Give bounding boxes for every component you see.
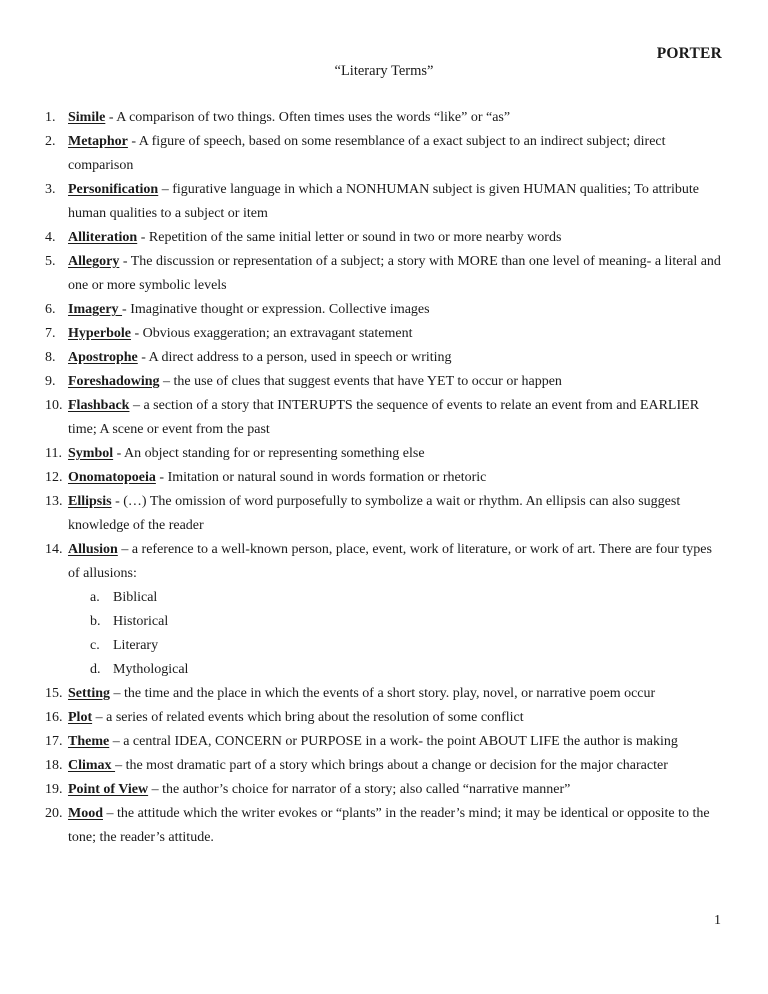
term-definition: (…) The omission of word purposefully to symbolize a wait or rhythm. An ellipsis can also suggest knowledge of the reader [68, 494, 681, 533]
term-definition: a series of related events which bring about the resolution of some conflict [106, 710, 524, 725]
allusion-types-list [68, 586, 722, 682]
term-item-plot [0, 706, 768, 730]
term-separator: – [110, 686, 124, 701]
term-name: Hyperbole [68, 326, 131, 341]
item-number: 14. [45, 542, 63, 557]
term-separator: – [92, 710, 107, 725]
term-separator: – [158, 182, 173, 197]
allusion-type-historical [68, 610, 722, 634]
sub-item-letter: a. [90, 590, 100, 605]
term-item-imagery [0, 298, 768, 322]
term-item-point-of-view [0, 778, 768, 802]
item-number: 8. [45, 350, 56, 365]
term-item-theme [0, 730, 768, 754]
sub-item-label: Literary [113, 638, 159, 653]
term-definition: A direct address to a person, used in speech or writing [148, 350, 452, 365]
term-separator: - [137, 230, 149, 245]
term-name: Foreshadowing [68, 374, 160, 389]
term-name: Ellipsis [68, 494, 112, 509]
term-separator: - [155, 470, 168, 485]
document-title [0, 63, 768, 80]
term-item-onomatopoeia [0, 466, 768, 490]
term-item-alliteration [0, 226, 768, 250]
item-number: 15. [45, 686, 63, 701]
term-definition: the most dramatic part of a story which brings about a change or decision for the major character [125, 758, 668, 773]
sub-item-label: Biblical [113, 590, 158, 605]
term-name: Allegory [68, 254, 120, 269]
item-number: 20. [45, 806, 63, 821]
item-number: 18. [45, 758, 63, 773]
allusion-type-mythological [68, 658, 722, 682]
term-separator: - [137, 350, 149, 365]
document-title-text: “Literary Terms” [334, 63, 434, 79]
term-name: Allusion [68, 542, 118, 557]
term-name: Plot [68, 710, 93, 725]
term-name: Imagery [68, 302, 123, 317]
term-separator: - [113, 446, 125, 461]
page-number: 1 [714, 913, 721, 928]
term-item-mood [0, 802, 768, 850]
term-name: Symbol [68, 446, 114, 461]
item-number: 5. [45, 254, 56, 269]
term-separator: – [148, 782, 163, 797]
term-separator: – [109, 734, 124, 749]
term-separator: - [122, 302, 131, 317]
term-definition: Imaginative thought or expression. Collective images [130, 302, 430, 317]
term-separator: - [119, 254, 131, 269]
sub-item-letter: b. [90, 614, 101, 629]
term-name: Alliteration [68, 230, 138, 245]
term-item-hyperbole [0, 322, 768, 346]
term-separator: - [131, 326, 143, 341]
item-number: 11. [45, 446, 62, 461]
term-separator: – [129, 398, 144, 413]
item-number: 2. [45, 134, 56, 149]
term-name: Metaphor [68, 134, 128, 149]
term-item-personification [0, 178, 768, 226]
term-definition: a central IDEA, CONCERN or PURPOSE in a work- the point ABOUT LIFE the author is making [123, 734, 678, 749]
term-definition: figurative language in which a NONHUMAN subject is given HUMAN qualities; To attribute human qualities to a subject or item [68, 182, 699, 221]
term-name: Climax [68, 758, 116, 773]
item-number: 4. [45, 230, 56, 245]
term-definition: A figure of speech, based on some resemblance of a exact subject to an indirect subject; direct comparison [68, 134, 666, 173]
term-separator: – [115, 758, 126, 773]
term-name: Simile [68, 110, 106, 125]
allusion-type-literary [68, 634, 722, 658]
term-separator: – [159, 374, 174, 389]
term-item-flashback [0, 394, 768, 442]
term-definition: a reference to a well-known person, place, event, work of literature, or work of art. There are four types of allusions: [68, 542, 712, 581]
term-separator: - [105, 110, 117, 125]
term-name: Point of View [68, 782, 149, 797]
term-name: Theme [68, 734, 110, 749]
term-name: Onomatopoeia [68, 470, 156, 485]
term-item-foreshadowing [0, 370, 768, 394]
item-number: 7. [45, 326, 56, 341]
term-definition: The discussion or representation of a subject; a story with MORE than one level of meaning- a literal and one or more symbolic levels [68, 254, 721, 293]
term-definition: Repetition of the same initial letter or sound in two or more nearby words [148, 230, 562, 245]
term-separator: - [111, 494, 124, 509]
item-number: 12. [45, 470, 63, 485]
term-item-setting [0, 682, 768, 706]
item-number: 1. [45, 110, 56, 125]
sub-item-label: Historical [113, 614, 169, 629]
sub-item-letter: d. [90, 662, 101, 677]
term-item-climax [0, 754, 768, 778]
term-definition: A comparison of two things. Often times uses the words “like” or “as” [116, 110, 511, 125]
term-definition: An object standing for or representing something else [124, 446, 425, 461]
term-definition: the author’s choice for narrator of a story; also called “narrative manner” [162, 782, 571, 797]
term-definition: the use of clues that suggest events that have YET to occur or happen [173, 374, 562, 389]
term-separator: – [103, 806, 117, 821]
term-name: Flashback [68, 398, 130, 413]
term-definition: Imitation or natural sound in words formation or rhetoric [167, 470, 487, 485]
item-number: 16. [45, 710, 63, 725]
term-item-symbol [0, 442, 768, 466]
allusion-type-biblical [68, 586, 722, 610]
term-definition: the time and the place in which the events of a short story. play, novel, or narrative poem occur [124, 686, 656, 701]
item-number: 6. [45, 302, 56, 317]
term-item-metaphor [0, 130, 768, 178]
item-number: 9. [45, 374, 56, 389]
sub-item-letter: c. [90, 638, 100, 653]
sub-item-label: Mythological [113, 662, 189, 677]
item-number: 17. [45, 734, 63, 749]
term-name: Personification [68, 182, 159, 197]
term-definition: Obvious exaggeration; an extravagant statement [142, 326, 413, 341]
term-separator: - [127, 134, 139, 149]
term-item-allusion [0, 538, 768, 682]
term-name: Setting [68, 686, 110, 701]
item-number: 10. [45, 398, 63, 413]
item-number: 13. [45, 494, 63, 509]
term-separator: – [117, 542, 132, 557]
term-definition: a section of a story that INTERUPTS the sequence of events to relate an event from and EARLIER time; A scene or event from the past [68, 398, 700, 437]
term-name: Mood [68, 806, 103, 821]
item-number: 19. [45, 782, 63, 797]
term-item-ellipsis [0, 490, 768, 538]
item-number: 3. [45, 182, 56, 197]
term-item-simile [0, 106, 768, 130]
term-item-apostrophe [0, 346, 768, 370]
term-name: Apostrophe [68, 350, 138, 365]
term-item-allegory [0, 250, 768, 298]
author-name: PORTER [656, 45, 722, 62]
literary-terms-list [0, 106, 768, 850]
term-definition: the attitude which the writer evokes or “plants” in the reader’s mind; it may be identical or opposite to the tone; the reader’s attitude. [68, 806, 710, 845]
